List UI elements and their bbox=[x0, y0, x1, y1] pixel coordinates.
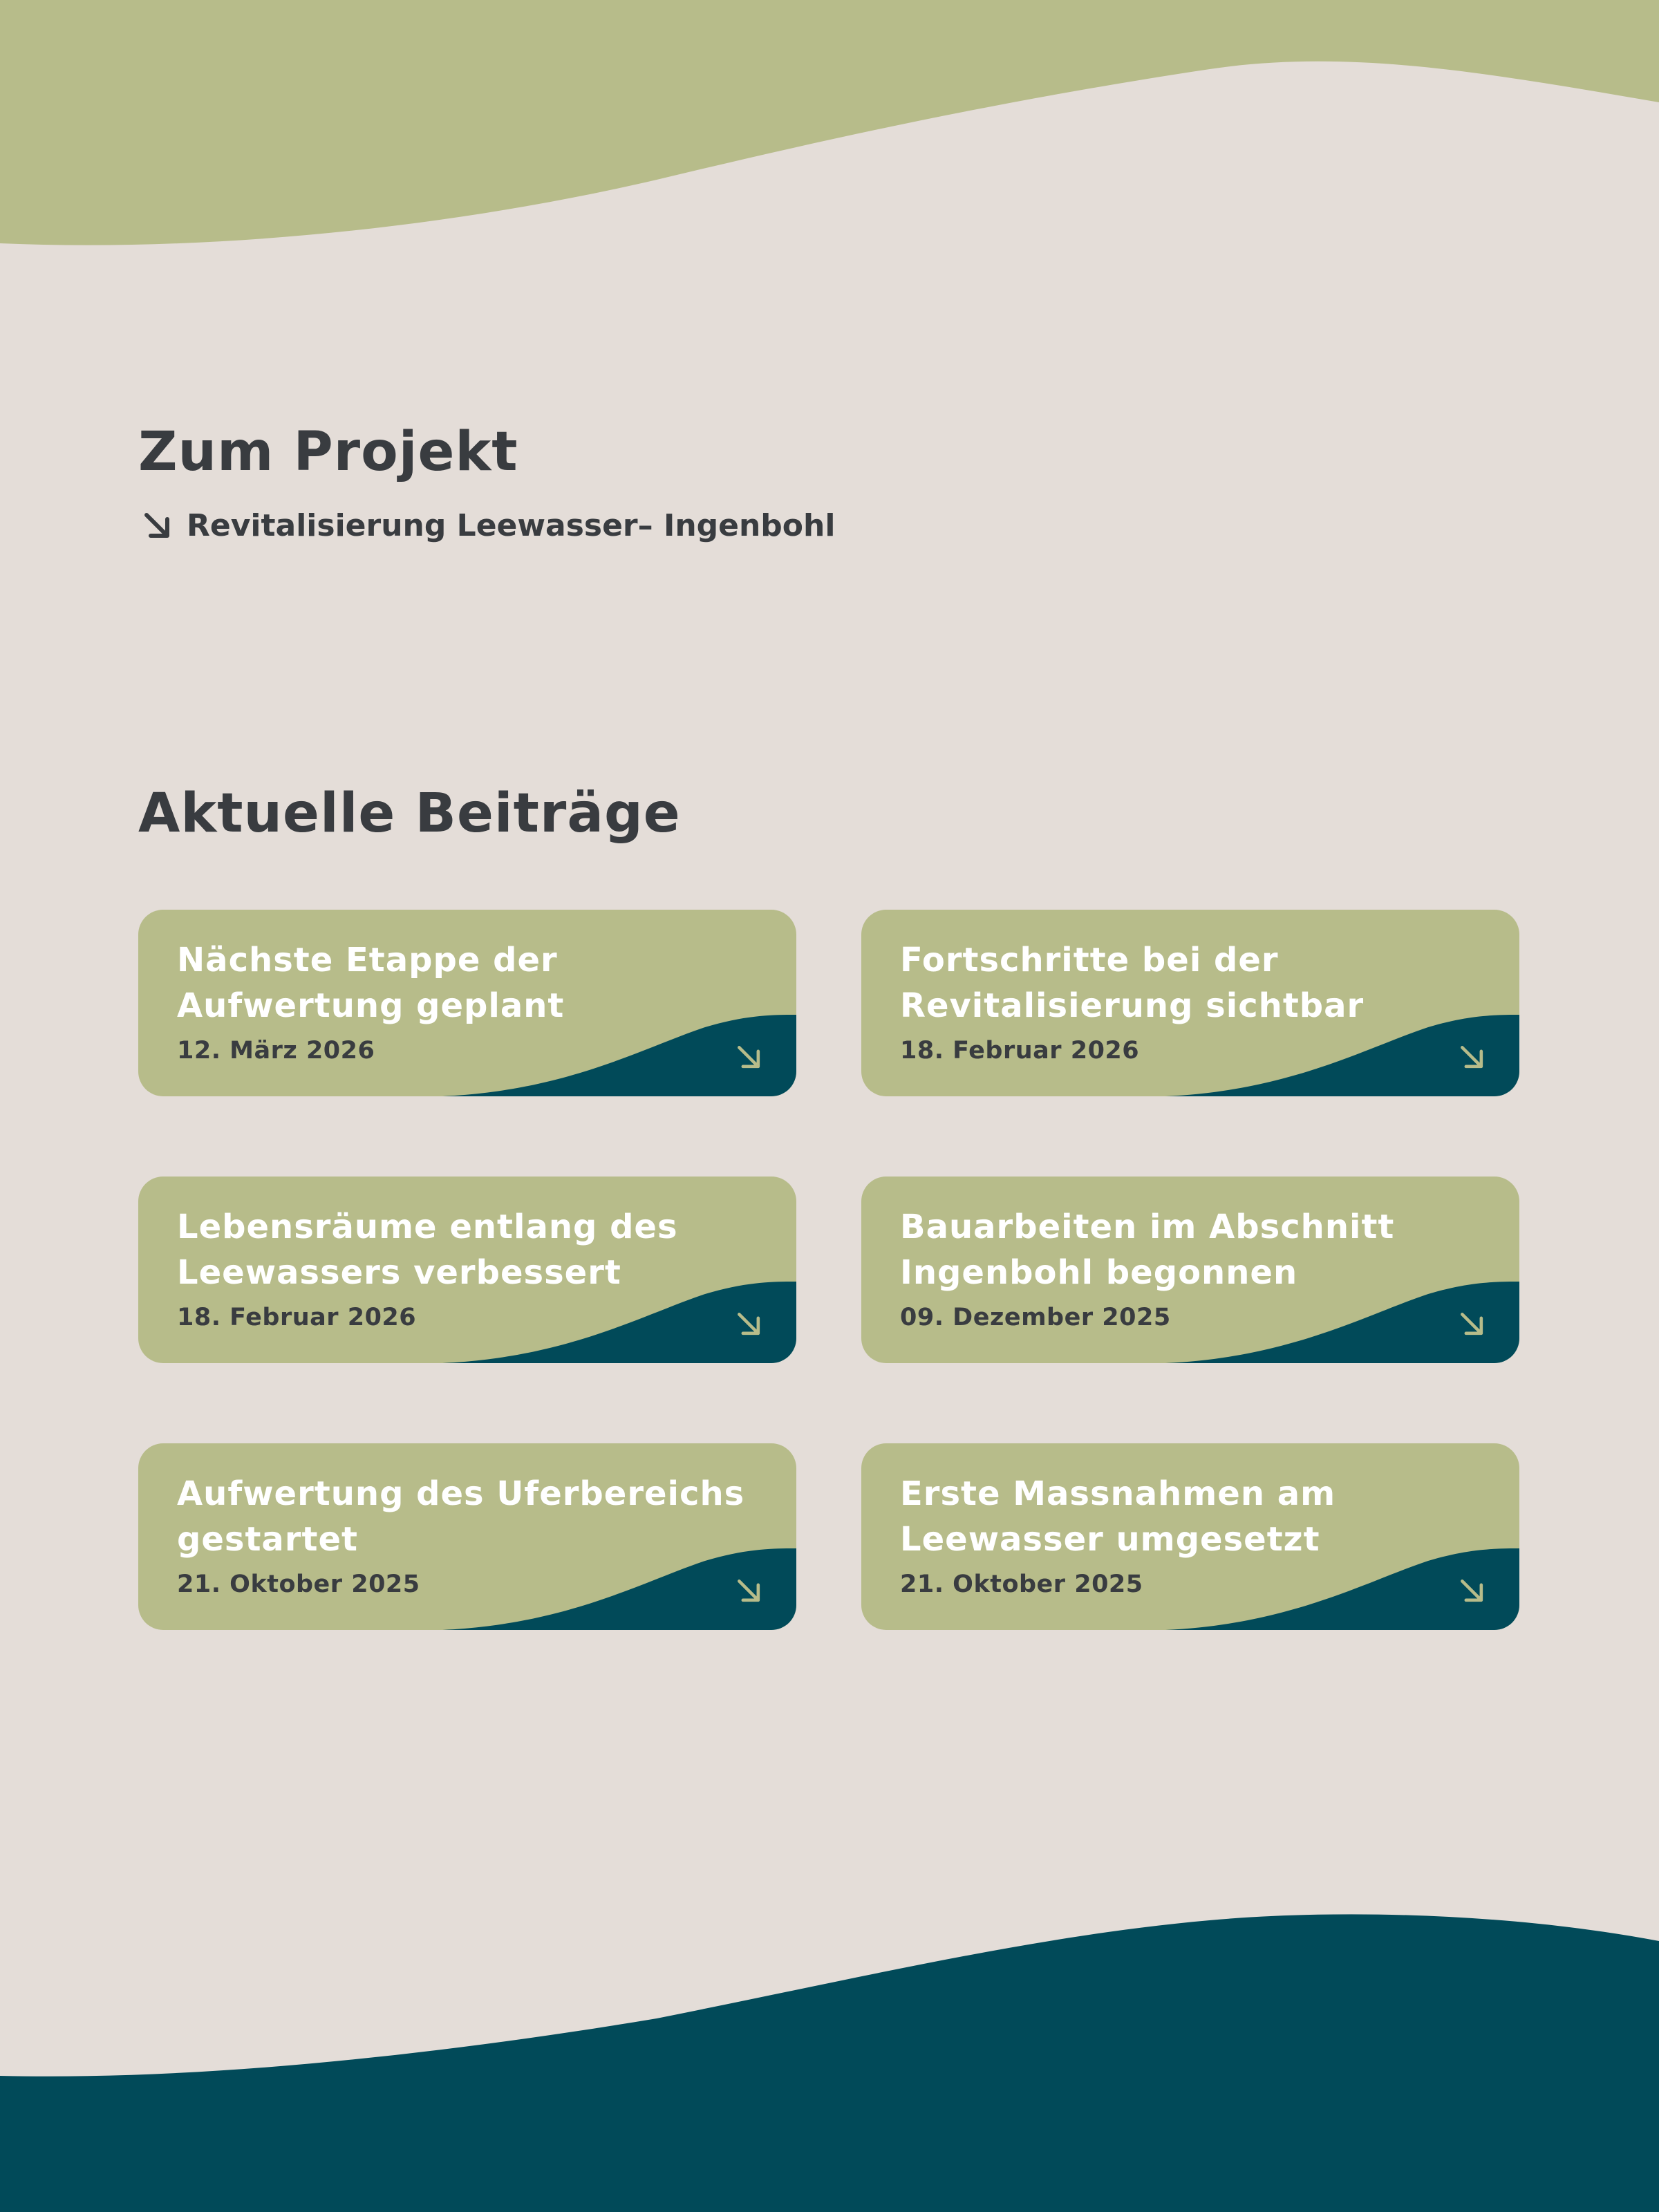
project-heading: Zum Projekt bbox=[138, 421, 518, 483]
arrow-down-right-icon bbox=[1457, 1309, 1488, 1340]
post-date: 21. Oktober 2025 bbox=[177, 1571, 420, 1598]
arrow-down-right-icon bbox=[734, 1309, 765, 1340]
top-wave-decoration bbox=[0, 0, 1659, 249]
post-title: Erste Massnahmen am Leewasser umgesetzt bbox=[900, 1474, 1336, 1559]
post-card[interactable] bbox=[861, 1177, 1519, 1363]
post-card[interactable] bbox=[138, 1177, 796, 1363]
post-card[interactable] bbox=[138, 1443, 796, 1630]
arrow-down-right-icon bbox=[734, 1576, 765, 1606]
bottom-wave-decoration bbox=[0, 1887, 1659, 2212]
arrow-down-right-icon bbox=[1457, 1042, 1488, 1073]
arrow-down-right-icon bbox=[141, 509, 174, 543]
post-card[interactable] bbox=[138, 910, 796, 1096]
post-date: 09. Dezember 2025 bbox=[900, 1304, 1171, 1331]
post-card[interactable] bbox=[861, 910, 1519, 1096]
project-link-label: Revitalisierung Leewasser– Ingenbohl bbox=[187, 508, 836, 543]
post-title: Fortschritte bei der Revitalisierung sichtbar bbox=[900, 941, 1365, 1025]
post-date: 21. Oktober 2025 bbox=[900, 1571, 1143, 1598]
post-date: 18. Februar 2026 bbox=[900, 1037, 1140, 1065]
post-date: 18. Februar 2026 bbox=[177, 1304, 417, 1331]
posts-heading: Aktuelle Beiträge bbox=[138, 782, 681, 845]
post-title: Nächste Etappe der Aufwertung geplant bbox=[177, 941, 565, 1025]
project-link[interactable] bbox=[141, 508, 835, 543]
post-title: Lebensräume entlang des Leewassers verbessert bbox=[177, 1208, 678, 1292]
post-title: Bauarbeiten im Abschnitt Ingenbohl begonnen bbox=[900, 1208, 1395, 1292]
arrow-down-right-icon bbox=[1457, 1576, 1488, 1606]
post-title: Aufwertung des Uferbereichs gestartet bbox=[177, 1474, 745, 1559]
arrow-down-right-icon bbox=[734, 1042, 765, 1073]
post-date: 12. März 2026 bbox=[177, 1037, 375, 1065]
post-card[interactable] bbox=[861, 1443, 1519, 1630]
